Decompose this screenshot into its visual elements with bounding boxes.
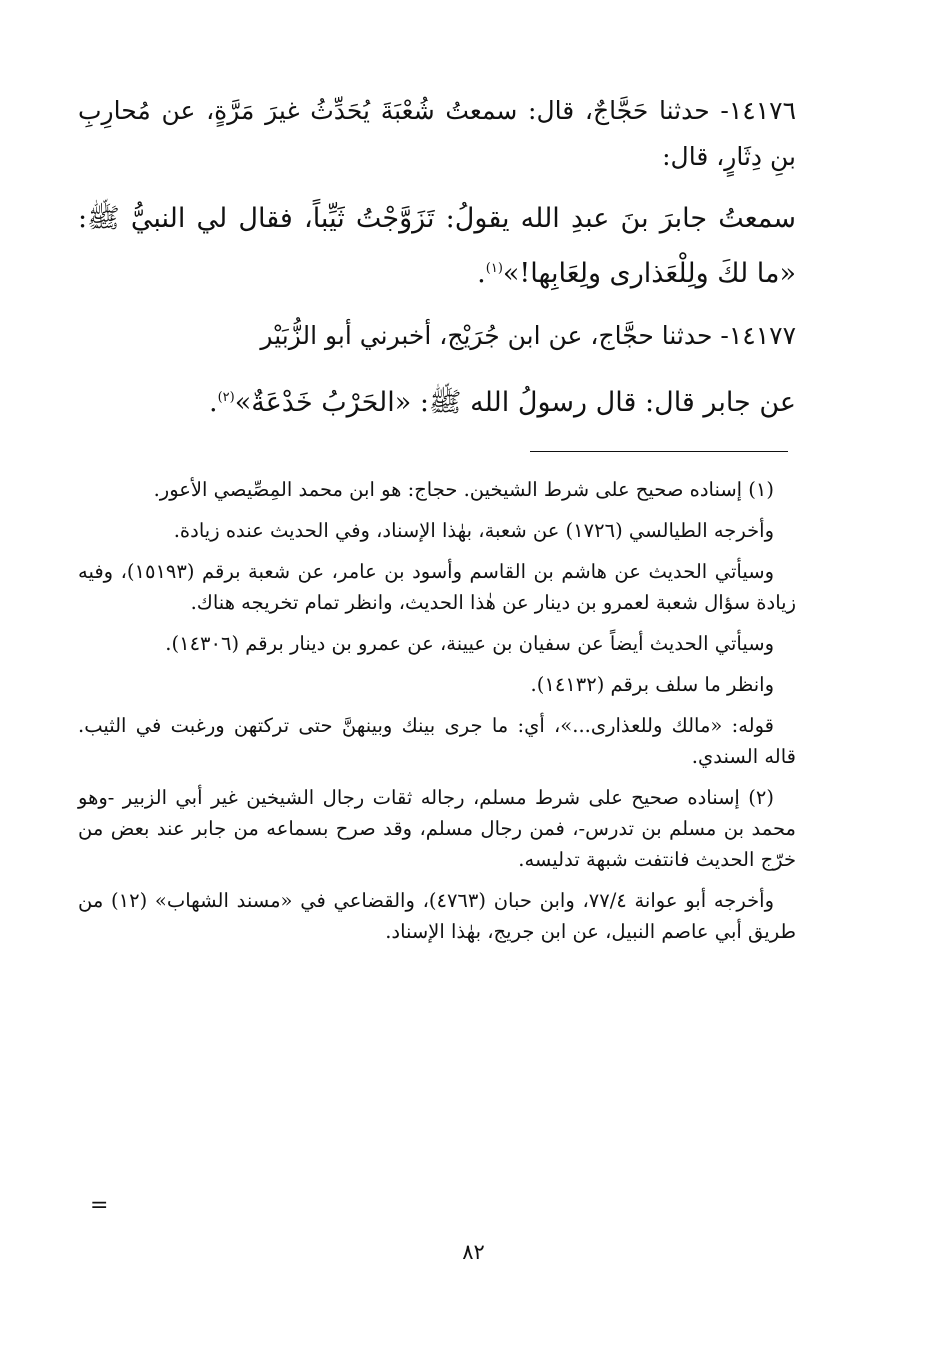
hadith-isnad: ١٤١٧٦- حدثنا حَجَّاجٌ، قال: سمعتُ شُعْبَةَ يُحَدِّثُ غيرَ مَرَّةٍ، عن مُحارِبِ بنِ دِثَارٍ، قال: [78, 96, 796, 171]
main-text [78, 88, 796, 442]
footnote-paragraph: وسيأتي الحديث أيضاً عن سفيان بن عيينة، عن عمرو بن دينار برقم (١٤٣٠٦). [165, 632, 774, 655]
footnote-paragraph: وأخرجه الطيالسي (١٧٢٦) عن شعبة، بهٰذا الإسناد، وفي الحديث عنده زيادة. [173, 519, 774, 542]
page-number: ٨٢ [462, 1240, 485, 1264]
footnote-paragraph: (١) إسناده صحيح على شرط الشيخين. حجاج: هو ابن محمد المِصِّيصي الأعور. [153, 478, 774, 501]
hadith-14177-matn [78, 373, 796, 428]
hadith-matn: سمعتُ جابرَ بنَ عبدِ الله يقولُ: تَزَوَّجْتُ ثَيِّباً، فقال لي النبيُّ ﷺ: «ما لكَ ولِلْعَذارى ولِعَابِها!»$^{(١)}$. [78, 203, 797, 289]
footnote-paragraph: وسيأتي الحديث عن هاشم بن القاسم وأسود بن عامر، عن شعبة برقم (١٥١٩٣)، وفيه زيادة سؤال شعبة لعمرو بن دينار عن هٰذا الحديث، وانظر تمام تخريجه هناك. [78, 560, 796, 614]
hadith-14176-matn [78, 194, 796, 299]
footnote-ref: (٢) [217, 390, 235, 405]
footnotes [78, 474, 796, 957]
hadith-matn: عن جابر قال: قال رسولُ الله ﷺ: «الحَرْبُ خَدْعَةٌ»$^{(٢)}$. [208, 387, 796, 418]
hadith-14176 [78, 88, 796, 180]
footnote-paragraph: وانظر ما سلف برقم (١٤١٣٢). [530, 673, 774, 696]
hadith-14177 [78, 313, 796, 359]
continuation-mark: = [90, 1193, 109, 1218]
footnote-ref: (١) [485, 261, 503, 276]
footnote-paragraph: وأخرجه أبو عوانة ٧٧/٤، وابن حبان (٤٧٦٣)، والقضاعي في «مسند الشهاب» (١٢) من طريق أبي عاصم النبيل، عن ابن جريج، بهٰذا الإسناد. [78, 889, 796, 943]
footnote-paragraph: قوله: «مالك وللعذارى...»، أي: ما جرى بينك وبينهنَّ حتى تركتهن ورغبت في الثيب. قاله السندي. [78, 714, 796, 768]
footnote-divider [530, 451, 788, 452]
hadith-isnad: ١٤١٧٧- حدثنا حجَّاج، عن ابن جُرَيْج، أخبرني أبو الزُّبَيْر [260, 321, 796, 350]
footnote-paragraph: (٢) إسناده صحيح على شرط مسلم، رجاله ثقات رجال الشيخين غير أبي الزبير -وهو محمد بن مسلم بن تدرس-، فمن رجال مسلم، وقد صرح بسماعه من جابر عند بعض من خرّج الحديث فانتفت شبهة تدليسه. [78, 786, 796, 871]
